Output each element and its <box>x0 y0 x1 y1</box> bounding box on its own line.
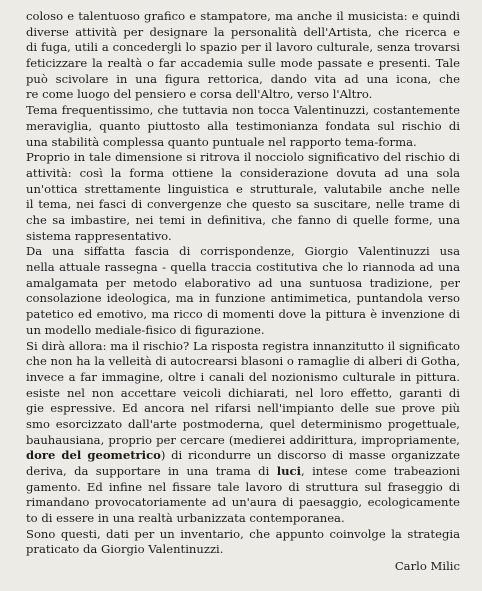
text-line: Si dirà allora: ma il rischio? La risposta registra innanzitutto il significato <box>26 338 460 353</box>
text-line: dore del geometrico) di ricondurre un discorso di masse organizzate <box>26 448 460 463</box>
author-signature: Carlo Milic <box>394 559 460 573</box>
text-line: può scivolare in una figura rettorica, dando vita ad una icona, che <box>26 71 460 86</box>
text-line: invece a far immagine, oltre i canali del nozionismo culturale in pittura. <box>26 369 460 384</box>
text-line: una stabilità complessa quanto puntuale nel rapporto tema-forma. <box>26 134 417 149</box>
text-line: che non ha la velleità di autocrearsi blasoni o ramaglie di alberi di Gotha, <box>26 354 460 369</box>
text-line: Da una siffatta fascia di corrispondenze, Giorgio Valentinuzzi usa <box>26 244 460 259</box>
bold-text: dore del geometrico <box>26 448 161 463</box>
text-line: smo esorcizzato dall'arte postmoderna, quel determinismo progettuale, <box>26 416 460 431</box>
text-line: sistema rappresentativo. <box>26 228 172 243</box>
text-line: un'ottica strettamente linguistica e strutturale, valutabile anche nelle <box>26 181 460 196</box>
text-line: Sono questi, dati per un inventario, che appunto coinvolge la strategia <box>26 526 460 541</box>
text-line: bauhausiana, proprio per cercare (medierei addirittura, impropriamente, <box>26 432 460 447</box>
text-line: rimandano provocatoriamente ad un'aura di paesaggio, ecologicamente <box>26 495 460 510</box>
text-line: re come luogo del pensiero e corsa dell'Altro, verso l'Altro. <box>26 87 373 102</box>
text-line: nella attuale rassegna - quella traccia costitutiva che lo riannoda ad una <box>26 260 460 275</box>
text-line: di fuga, utili a concedergli lo spazio per il lavoro culturale, senza trovarsi <box>26 40 460 55</box>
text-line: consolazione ideologica, ma in funzione antimimetica, puntandola verso <box>26 291 460 306</box>
text-line: praticato da Giorgio Valentinuzzi. <box>26 542 224 557</box>
text-line: deriva, da supportare in una trama di luci, intese come trabeazioni <box>26 464 460 478</box>
text-line: meraviglia, quanto piuttosto alla testimonianza fondata sul rischio di <box>26 118 460 133</box>
text-line: gie espressive. Ed ancora nel rifarsi nell'impianto delle sue prove più <box>26 401 460 416</box>
text-line: che sa imbastire, nei temi in definitiva, che fanno di quelle forme, una <box>26 212 460 227</box>
text-line: Proprio in tale dimensione si ritrova il nocciolo significativo del rischio di <box>26 150 460 165</box>
text-line: un modello mediale-fisico di figurazione. <box>26 322 265 337</box>
text-line: il tema, nei fasci di convergenze che questo sa suscitare, nelle trame di <box>26 197 460 212</box>
text-line: gamento. Ed infine nel fissare tale lavoro di struttura sul fraseggio di <box>26 479 460 494</box>
text-line: amalgamata per metodo elaborativo ad una suntuosa tradizione, per <box>26 275 460 290</box>
text-line: to di essere in una realtà urbanizzata contemporanea. <box>26 511 345 526</box>
text-line: coloso e talentuoso grafico e stampatore, ma anche il musicista: e quindi <box>26 9 460 23</box>
text-line: esiste nel non accettare veicoli dichiarati, nel loro effetto, garanti di <box>26 385 460 400</box>
text-line: diverse attività per designare la personalità dell'Artista, che ricerca e <box>26 24 460 39</box>
text-line: attività: così la forma ottiene la considerazione dovuta ad una sola <box>26 165 460 180</box>
text-line: Tema frequentissimo, che tuttavia non tocca Valentinuzzi, costantemente <box>26 103 460 118</box>
bold-text: luci <box>276 464 302 478</box>
text-line: patetico ed emotivo, ma ricco di momenti dove la pittura è invenzione di <box>26 307 460 322</box>
text-line: feticizzare la realtà o far accademia sulle mode passate e presenti. Tale <box>26 56 460 71</box>
